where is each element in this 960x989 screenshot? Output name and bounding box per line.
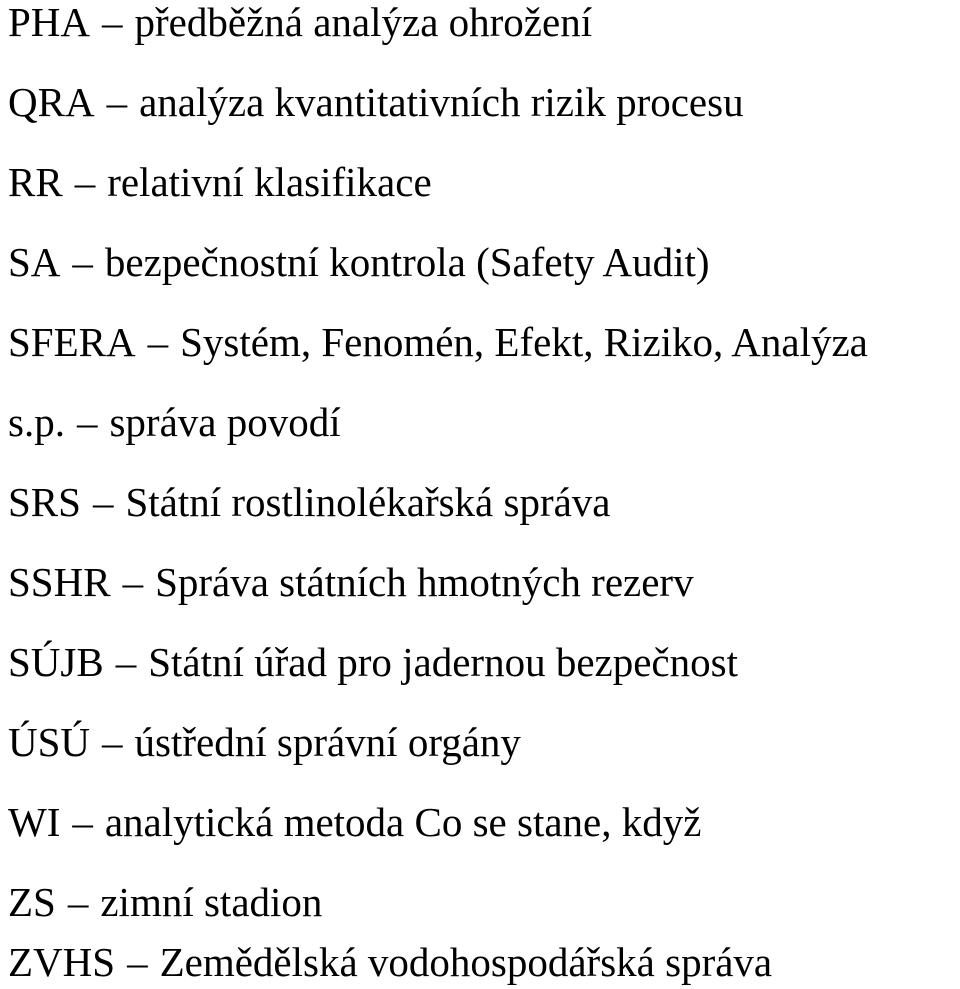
abbreviation-meaning: Státní rostlinolékařská správa xyxy=(125,479,611,525)
dash-separator: – xyxy=(92,479,114,525)
abbreviation-meaning: relativní klasifikace xyxy=(107,159,432,205)
abbreviation: SA xyxy=(8,239,61,285)
abbreviation: ZVHS xyxy=(8,939,116,985)
dash-separator: – xyxy=(102,0,123,45)
dash-separator: – xyxy=(115,639,137,685)
abbreviation-row xyxy=(8,560,694,604)
abbreviation: PHA xyxy=(8,0,91,45)
dash-separator: – xyxy=(76,399,98,445)
abbreviation-meaning: analýza kvantitativních rizik procesu xyxy=(139,79,744,125)
dash-separator: – xyxy=(106,79,128,125)
abbreviation-row xyxy=(8,320,868,364)
abbreviation-row xyxy=(8,720,521,764)
abbreviation-meaning: správa povodí xyxy=(109,399,341,445)
dash-separator: – xyxy=(122,559,144,605)
abbreviation-meaning: Zemědělská vodohospodářská správa xyxy=(159,939,773,985)
abbreviation: QRA xyxy=(8,79,95,125)
abbreviation-row xyxy=(8,160,432,204)
abbreviation-row xyxy=(8,640,738,684)
dash-separator: – xyxy=(147,319,169,365)
abbreviation: ZS xyxy=(8,879,56,925)
abbreviation-meaning: Správa státních hmotných rezerv xyxy=(155,559,694,605)
abbreviation-meaning: bezpečnostní kontrola (Safety Audit) xyxy=(104,239,710,285)
abbreviation: SSHR xyxy=(8,559,111,605)
abbreviation-row xyxy=(8,800,701,844)
abbreviation-meaning: analytická metoda Co se stane, když xyxy=(104,799,702,845)
abbreviation: WI xyxy=(8,799,61,845)
dash-separator: – xyxy=(127,939,148,985)
dash-separator: – xyxy=(72,799,93,845)
dash-separator: – xyxy=(102,719,123,765)
dash-separator: – xyxy=(72,239,93,285)
abbreviation-meaning: Systém, Fenomén, Efekt, Riziko, Analýza xyxy=(180,319,868,365)
dash-separator: – xyxy=(67,879,89,925)
dash-separator: – xyxy=(74,159,96,205)
abbreviation-meaning: předběžná analýza ohrožení xyxy=(134,0,593,45)
abbreviation-meaning: Státní úřad pro jadernou bezpečnost xyxy=(148,639,738,685)
abbreviation: SÚJB xyxy=(8,639,104,685)
abbreviation-row xyxy=(8,80,744,124)
abbreviation-row xyxy=(8,940,772,984)
abbreviation-row xyxy=(8,880,322,924)
abbreviation-row xyxy=(8,400,341,444)
abbreviation: RR xyxy=(8,159,63,205)
abbreviation-row xyxy=(8,480,611,524)
abbreviation: SFERA xyxy=(8,319,136,365)
abbreviation: SRS xyxy=(8,479,81,525)
abbreviation-row xyxy=(8,240,710,284)
abbreviation: s.p. xyxy=(8,399,65,445)
abbreviation-meaning: zimní stadion xyxy=(100,879,323,925)
abbreviation: ÚSÚ xyxy=(8,719,91,765)
abbreviation-meaning: ústřední správní orgány xyxy=(134,719,521,765)
abbreviation-row xyxy=(8,0,592,44)
